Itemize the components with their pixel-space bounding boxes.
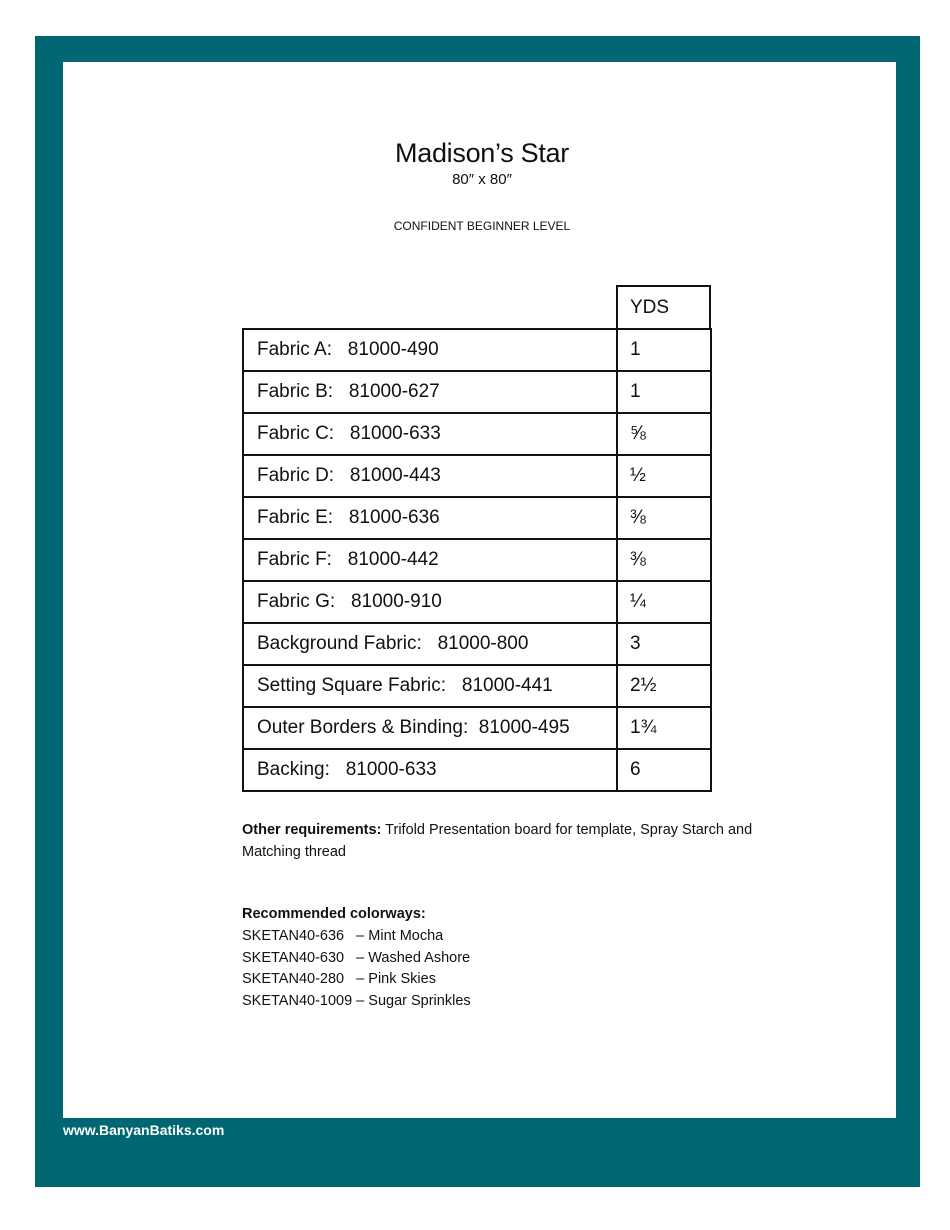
fabric-name-cell: Outer Borders & Binding: 81000-495 xyxy=(243,707,617,749)
colorway-item: SKETAN40-636 – Mint Mocha xyxy=(242,928,444,944)
yardage-cell: ½ xyxy=(617,455,711,497)
fabric-name-cell: Background Fabric: 81000-800 xyxy=(243,623,617,665)
table-row xyxy=(243,581,711,623)
table-row xyxy=(243,329,711,371)
fabric-name-cell: Fabric E: 81000-636 xyxy=(243,497,617,539)
fabric-name-cell: Fabric C: 81000-633 xyxy=(243,413,617,455)
colorways-list xyxy=(242,926,471,1012)
yds-column-header xyxy=(616,285,711,330)
table-row xyxy=(243,749,711,791)
fabric-requirements-table xyxy=(242,328,712,792)
table-row xyxy=(243,455,711,497)
fabric-name-cell: Fabric A: 81000-490 xyxy=(243,329,617,371)
fabric-name-cell: Fabric F: 81000-442 xyxy=(243,539,617,581)
website-link[interactable]: www.BanyanBatiks.com xyxy=(63,1122,225,1138)
other-requirements xyxy=(242,820,762,863)
yardage-cell: ⅜ xyxy=(617,497,711,539)
other-requirements-text: Trifold Presentation board for template, Spray Starch and Matching thread xyxy=(242,822,753,860)
pattern-title: Madison’s Star xyxy=(395,138,569,168)
table-row xyxy=(243,665,711,707)
yardage-cell: 3 xyxy=(617,623,711,665)
yardage-cell: 1 xyxy=(617,371,711,413)
yardage-cell: 1¾ xyxy=(617,707,711,749)
table-row xyxy=(243,707,711,749)
fabric-name-cell: Fabric D: 81000-443 xyxy=(243,455,617,497)
colorway-item: SKETAN40-280 – Pink Skies xyxy=(242,971,436,987)
fabric-name-cell: Fabric G: 81000-910 xyxy=(243,581,617,623)
colorways-heading: Recommended colorways: xyxy=(242,906,426,922)
fabric-name-cell: Setting Square Fabric: 81000-441 xyxy=(243,665,617,707)
fabric-name-cell: Backing: 81000-633 xyxy=(243,749,617,791)
yds-header-label: YDS xyxy=(630,297,670,318)
other-requirements-label: Other requirements: xyxy=(242,822,382,838)
skill-level: CONFIDENT BEGINNER LEVEL xyxy=(393,219,571,233)
quilt-size: 80″ x 80″ xyxy=(452,171,512,188)
yardage-cell: 1 xyxy=(617,329,711,371)
yardage-cell: ⅜ xyxy=(617,539,711,581)
table-row xyxy=(243,413,711,455)
yardage-cell: 2½ xyxy=(617,665,711,707)
table-row xyxy=(243,539,711,581)
yardage-cell: 6 xyxy=(617,749,711,791)
colorway-item: SKETAN40-630 – Washed Ashore xyxy=(242,949,471,966)
table-row xyxy=(243,497,711,539)
colorway-item: SKETAN40-1009 – Sugar Sprinkles xyxy=(242,992,471,1009)
table-row xyxy=(243,623,711,665)
table-row xyxy=(243,371,711,413)
fabric-name-cell: Fabric B: 81000-627 xyxy=(243,371,617,413)
yardage-cell: ⅝ xyxy=(617,413,711,455)
yardage-cell: ¼ xyxy=(617,581,711,623)
